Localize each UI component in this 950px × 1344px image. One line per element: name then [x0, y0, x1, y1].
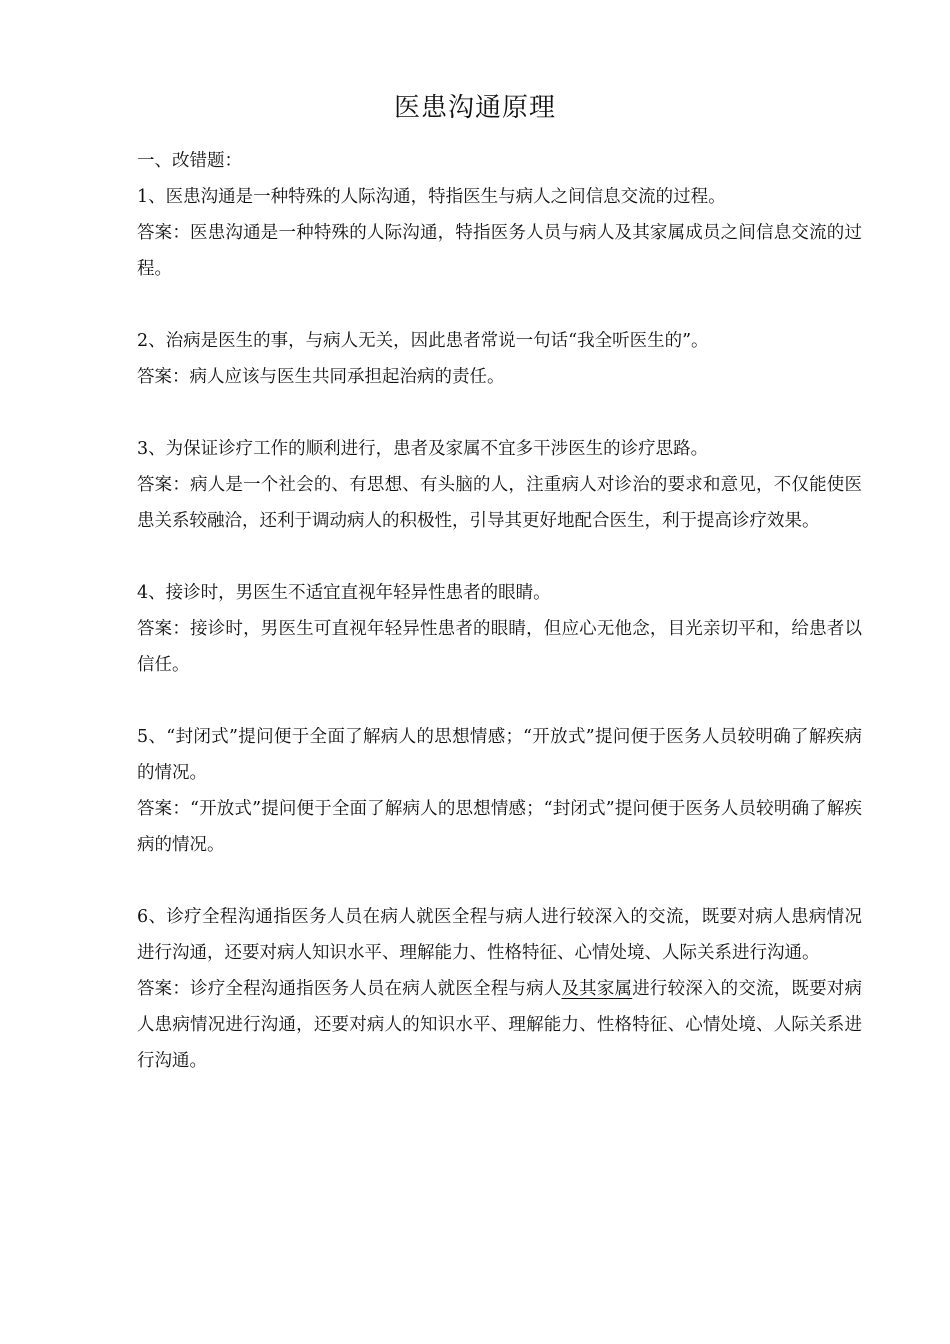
document-title: 医患沟通原理: [393, 93, 556, 123]
answer-4: 答案：接诊时，男医生可直视年轻异性患者的眼睛，但应心无他念，目光亲切平和，给患者以信任。: [137, 619, 862, 675]
answer-1: 答案：医患沟通是一种特殊的人际沟通，特指医务人员与病人及其家属成员之间信息交流的过程。: [137, 223, 862, 279]
answer-6-text-after: 进行较深入的交流，既要对病人患病情况进行沟通，还要对病人的知识水平、理解能力、性格特征、心情处境、人际关系进行沟通。: [137, 979, 862, 1071]
answer-3: 答案：病人是一个社会的、有思想、有头脑的人，注重病人对诊治的要求和意见，不仅能使医患关系较融洽，还利于调动病人的积极性，引导其更好地配合医生，利于提高诊疗效果。: [137, 475, 862, 531]
answer-6-text-before: 答案：诊疗全程沟通指医务人员在病人就医全程与病人: [137, 979, 562, 999]
paragraph-gap: [137, 395, 862, 431]
paragraph-gap: [137, 287, 862, 323]
question-1: 1、医患沟通是一种特殊的人际沟通，特指医生与病人之间信息交流的过程。: [137, 187, 726, 207]
question-2: 2、治病是医生的事，与病人无关，因此患者常说一句话“我全听医生的”。: [137, 331, 709, 351]
answer-5: 答案：“开放式”提问便于全面了解病人的思想情感；“封闭式”提问便于医务人员较明确了解疾病的情况。: [137, 799, 862, 855]
answer-6: [137, 971, 862, 1079]
paragraph-gap: [137, 683, 862, 719]
question-4: 4、接诊时，男医生不适宜直视年轻异性患者的眼睛。: [137, 583, 551, 603]
section-heading: 一、改错题：: [137, 151, 242, 171]
question-5: 5、“封闭式”提问便于全面了解病人的思想情感；“开放式”提问便于医务人员较明确了解疾病的情况。: [137, 727, 862, 783]
question-3: 3、为保证诊疗工作的顺利进行，患者及家属不宜多干涉医生的诊疗思路。: [137, 439, 709, 459]
document-body: [137, 143, 862, 1079]
question-6: 6、诊疗全程沟通指医务人员在病人就医全程与病人进行较深入的交流，既要对病人患病情况进行沟通，还要对病人知识水平、理解能力、性格特征、心情处境、人际关系进行沟通。: [137, 907, 862, 963]
answer-6-underlined-text: 及其家属: [561, 979, 633, 999]
paragraph-gap: [137, 539, 862, 575]
paragraph-gap: [137, 863, 862, 899]
answer-2: 答案：病人应该与医生共同承担起治病的责任。: [137, 367, 505, 387]
